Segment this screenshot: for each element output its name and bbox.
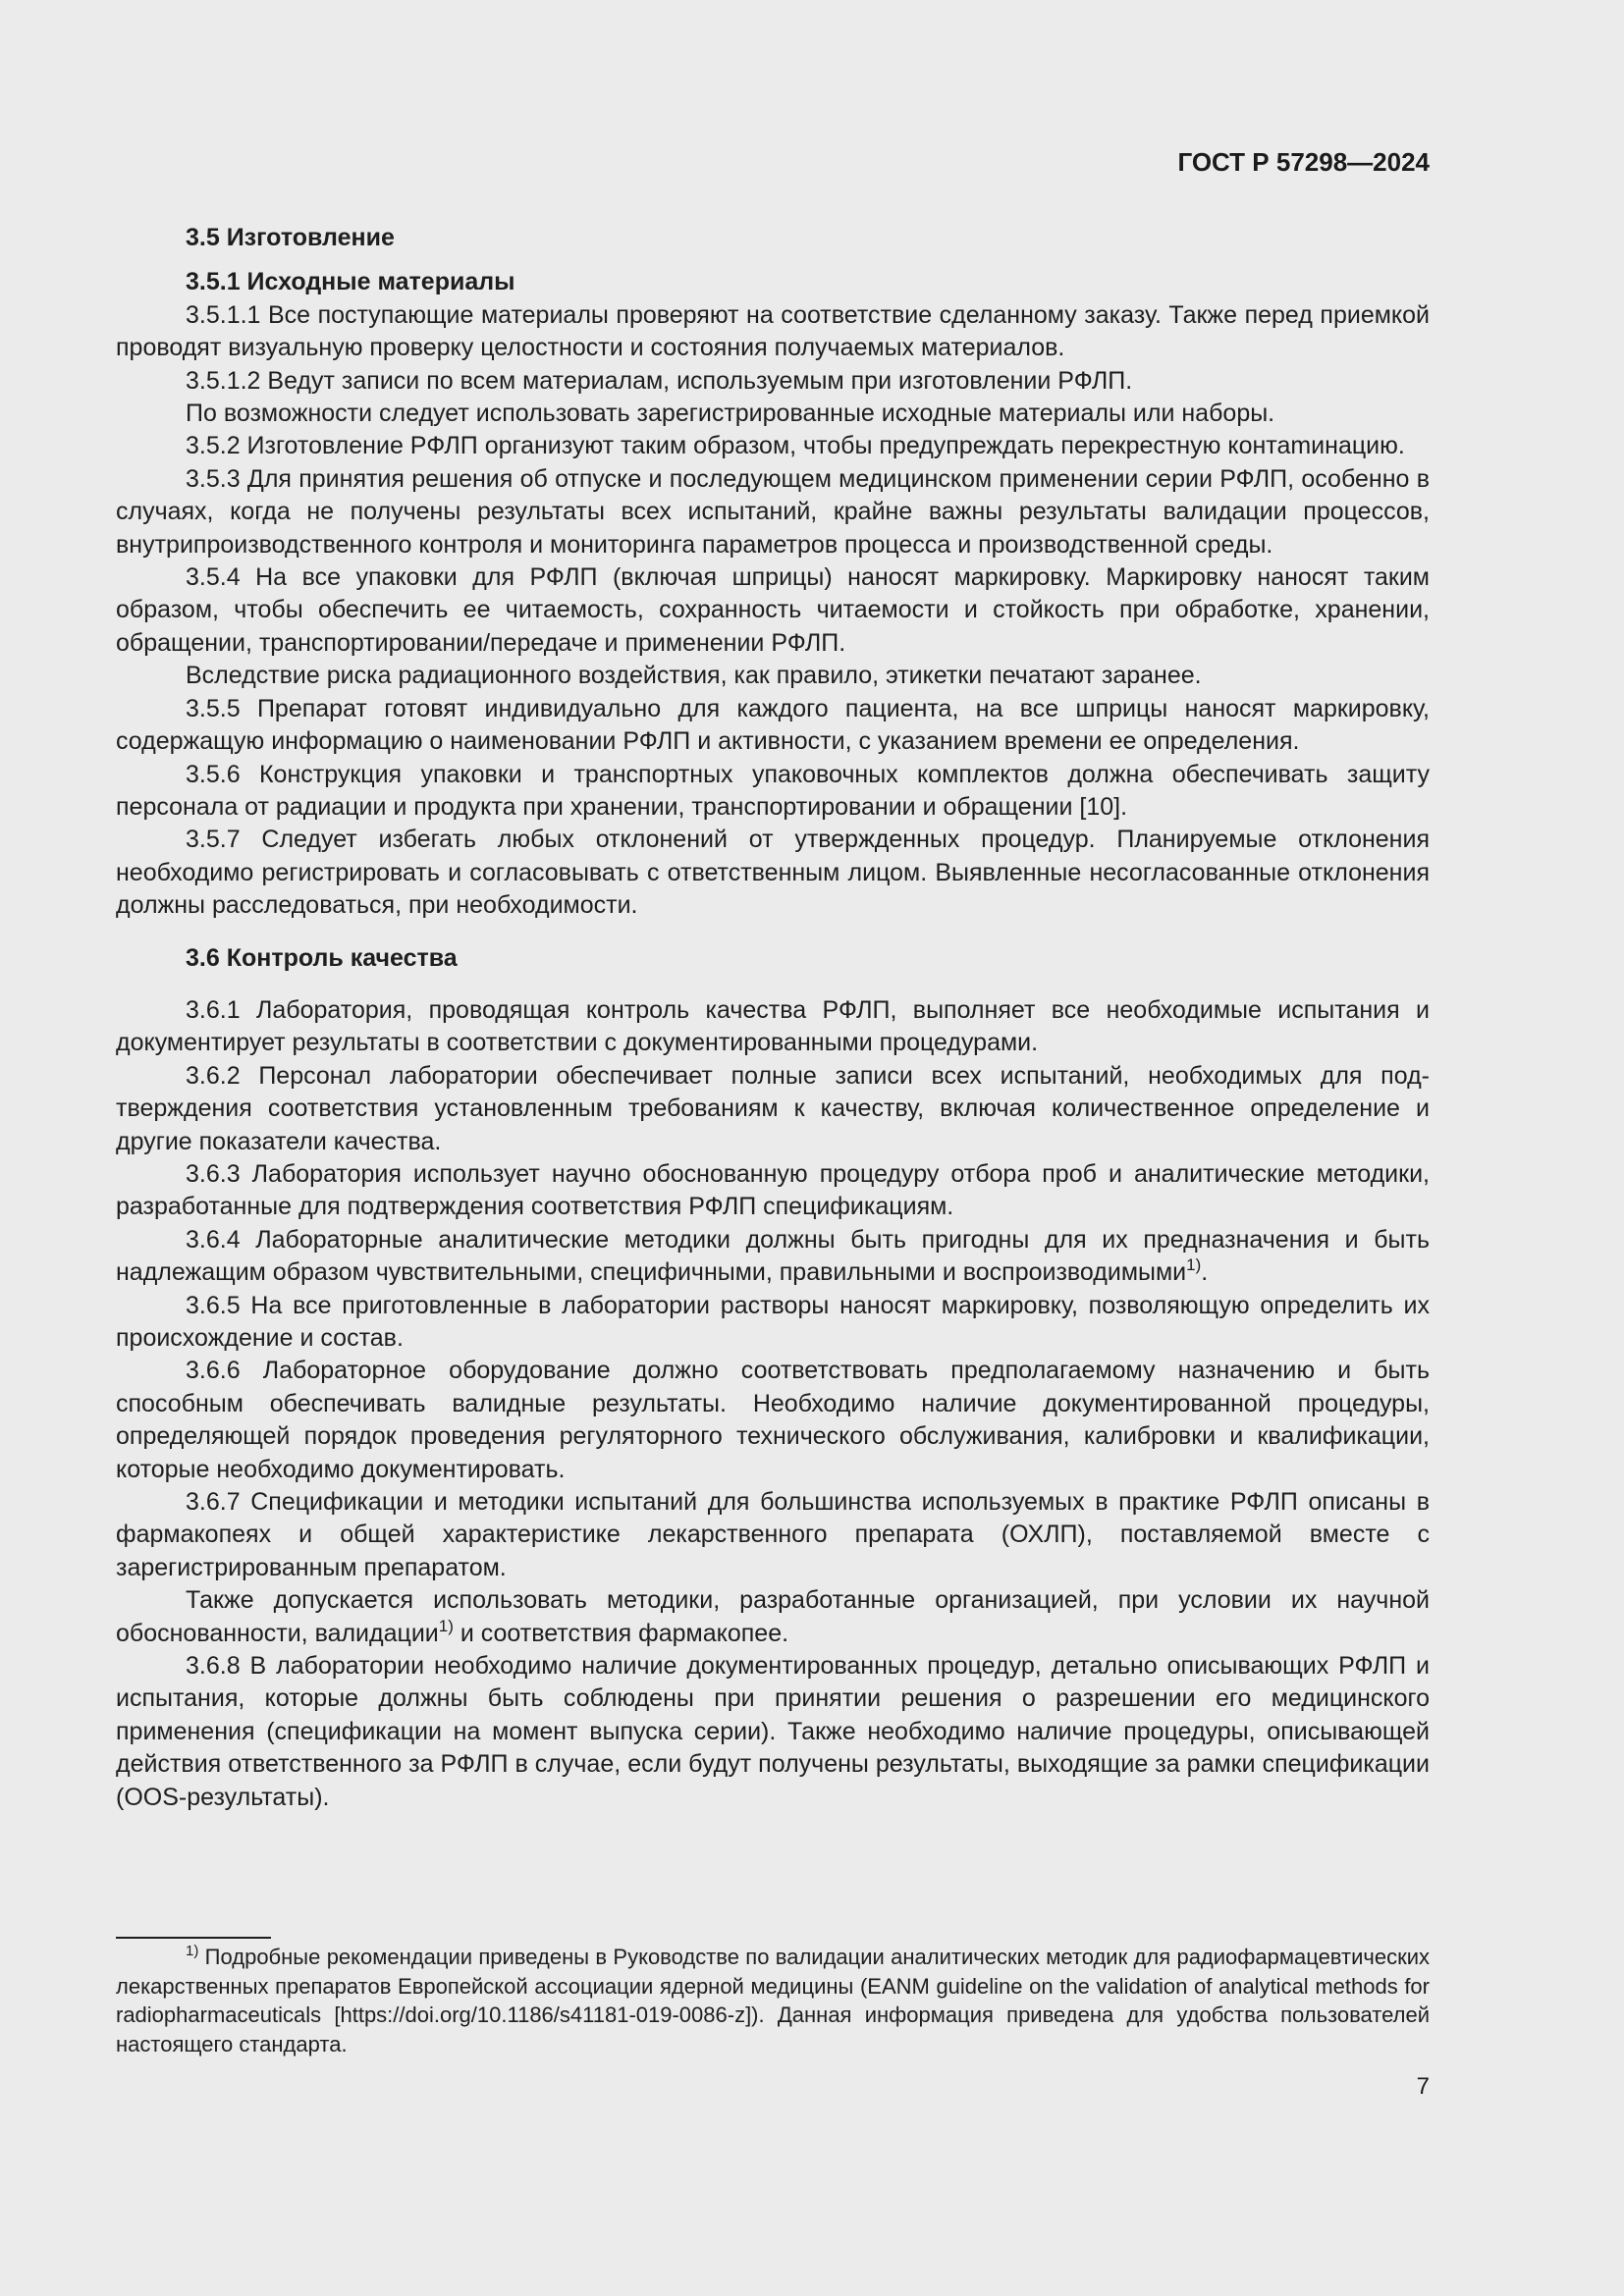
paragraph-3-6-3: 3.6.3 Лаборатория использует научно обоснованную процедуру отбора проб и аналитические методики, разработанные для подтверждения соответствия РФЛП спецификациям. bbox=[116, 1159, 1430, 1221]
footnote-reference: 1) bbox=[1186, 1255, 1202, 1275]
paragraph-3-5-2: 3.5.2 Изготовление РФЛП организуют таким образом, чтобы предупреждать перекрестную контаmинацию. bbox=[186, 432, 1405, 460]
footnote-text: Подробные рекомендации приведены в Руководстве по валидации аналитических методик для радиофармацевтических лекарственных препаратов Европейской ассоциации ядерной медицины (EANM guideline on the validation of analytical methods for radiopharmaceuticals [https://doi.org/10.1186/s41181-019-0086-z]). Данная информация приведена для удобства пользователей настоящего стандарта. bbox=[116, 1945, 1430, 2056]
paragraph-3-6-4-end: . bbox=[1201, 1258, 1209, 1287]
subsection-title-3-5-1: 3.5.1 Исходные материалы bbox=[186, 268, 515, 296]
paragraph-radiation-labels: Вследствие риска радиационного воздействия, как правило, этикетки печатают заранее. bbox=[186, 662, 1202, 690]
paragraph-3-5-6: 3.5.6 Конструкция упаковки и транспортных упаковочных комплектов должна обеспечивать защиту персонала от радиации и продукта при хранении, транспортировании и обращении [10]. bbox=[116, 760, 1430, 821]
paragraph-3-6-4 bbox=[116, 1224, 1430, 1290]
paragraph-methods-end: и соответствия фармакопее. bbox=[453, 1619, 789, 1647]
footnote-divider bbox=[116, 1937, 271, 1939]
paragraph-3-6-5: 3.6.5 На все приготовленные в лаборатории растворы наносят маркировку, позволяющую определить их происхождение и состав. bbox=[116, 1291, 1430, 1352]
paragraph-3-5-3: 3.5.3 Для принятия решения об отпуске и последующем медицинском применении серии РФЛП, особенно в случаях, когда не получены результаты всех испытаний, крайне важны результаты валидации процессов, внутрипроизводственного контроля и мониторинга параметров процесса и производственной среды. bbox=[116, 464, 1430, 559]
paragraph-3-5-7: 3.5.7 Следует избегать любых отклонений от утвержденных процедур. Планируемые отклонения необходимо регистрировать и согласовывать с ответственным лицом. Выявленные несогласованные отклонения должны расследоваться, при необходимости. bbox=[116, 826, 1430, 920]
section-title-3-5: 3.5 Изготовление bbox=[186, 224, 395, 251]
document-code-header: ГОСТ Р 57298—2024 bbox=[1177, 147, 1430, 177]
paragraph-3-6-4-text: 3.6.4 Лабораторные аналитические методики должны быть пригодны для их предназначения и быть надлежащим образом чувствительными, специфичными, правильными и воспроизводимыми bbox=[116, 1225, 1430, 1287]
footnote bbox=[116, 1943, 1430, 2058]
paragraph-3-5-5: 3.5.5 Препарат готовят индивидуально для каждого пациента, на все шприцы наносят маркировку, содержащую информацию о наименовании РФЛП и активности, с указанием времени ее определения. bbox=[116, 694, 1430, 756]
footnote-reference: 1) bbox=[438, 1616, 454, 1635]
paragraph-organization-methods bbox=[116, 1584, 1430, 1650]
paragraph-3-6-6: 3.6.6 Лабораторное оборудование должно соответствовать предполагаемому назначению и быть способным обеспечивать валидные результаты. Необходимо наличие документированной процедуры, определяющей порядок проведения регуляторного технического обслуживания, калибровки и квалификации, которые необходимо документировать. bbox=[116, 1357, 1430, 1483]
paragraph-3-5-1-2: 3.5.1.2 Ведут записи по всем материалам, используемым при изготовлении РФЛП. bbox=[186, 366, 1133, 395]
paragraph-registered-materials: По возможности следует использовать зарегистрированные исходные материалы или наборы. bbox=[186, 400, 1275, 428]
main-content bbox=[116, 222, 1430, 1814]
paragraph-3-6-7: 3.6.7 Спецификации и методики испытаний для большинства используемых в практике РФЛП описаны в фармакопеях и общей характеристике лекарственного препарата (ОХЛП), поставляемой вместе с зарегистрированным препаратом. bbox=[116, 1488, 1430, 1581]
paragraph-3-6-2: 3.6.2 Персонал лаборатории обеспечивает полные записи всех испытаний, необходимых для подтверждения соответствия установленным требованиям к качеству, включая количественное определение и другие показатели качества. bbox=[116, 1061, 1430, 1155]
paragraph-methods-text: Также допускается использовать методики, разработанные организацией, при условии их научной обоснованности, валидации bbox=[116, 1586, 1430, 1647]
paragraph-3-6-1: 3.6.1 Лаборатория, проводящая контроль качества РФЛП, выполняет все необходимые испытания и документирует результаты в соответствии с документированными процедурами. bbox=[116, 995, 1430, 1057]
paragraph-3-5-4: 3.5.4 На все упаковки для РФЛП (включая шприцы) наносят маркировку. Маркировку наносят таким образом, чтобы обеспечить ее читаемость, сохранность читаемости и стойкость при обработке, хранении, обращении, транспортировании/передаче и применении РФЛП. bbox=[116, 563, 1430, 657]
section-title-3-6: 3.6 Контроль качества bbox=[186, 943, 458, 972]
footnote-marker: 1) bbox=[186, 1943, 199, 1959]
page-number: 7 bbox=[1416, 2073, 1430, 2100]
paragraph-3-6-8: 3.6.8 В лаборатории необходимо наличие документированных процедур, детально описывающих РФЛП и испытания, которые должны быть соблюдены при принятии решения о разрешении его медицинского применения (спецификации на момент выпуска серии). Также необходимо наличие процедуры, описывающей действия ответственного за РФЛП в случае, если будут получены результаты, выходящие за рамки спецификации (OOS-результаты). bbox=[116, 1652, 1430, 1811]
paragraph-3-5-1-1: 3.5.1.1 Все поступающие материалы проверяют на соответствие сделанному заказу. Также перед приемкой проводят визуальную проверку целостности и состояния получаемых материалов. bbox=[116, 300, 1430, 362]
